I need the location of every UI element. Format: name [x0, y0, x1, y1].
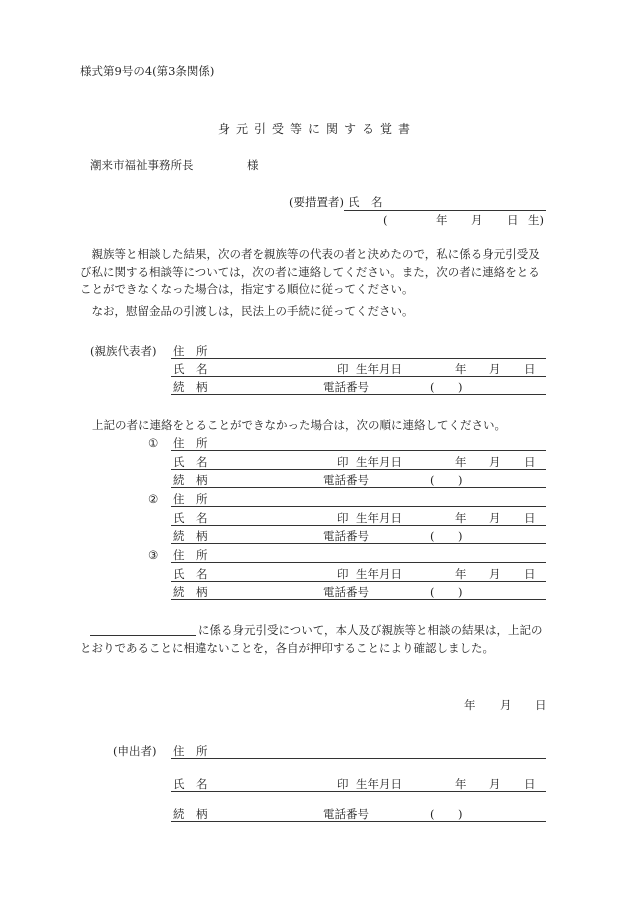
applicant-label: (申出者): [113, 744, 157, 758]
c3-phone-label: 電話番号: [323, 585, 369, 599]
c1-relation-label: 続 柄: [173, 473, 208, 487]
c3-relation-label: 続 柄: [173, 585, 208, 599]
rep-phone-open: (: [430, 380, 435, 394]
c3-name-label: 氏 名: [173, 567, 208, 581]
c3-address-line[interactable]: [171, 562, 546, 563]
rep-name-label: 氏 名: [173, 362, 208, 376]
date-year: 年: [464, 698, 476, 712]
c2-seal: 印: [337, 511, 349, 525]
confirmation-text-1: に係る身元引受について，本人及び親族等と相談の結果は，上記の: [198, 623, 543, 637]
confirmation-text-2: とおりであることに相違ないことを，各自が押印することにより確認しました。: [80, 641, 494, 655]
c2-birthdate-label: 生年月日: [356, 511, 402, 525]
representative-label: (親族代表者): [90, 344, 157, 358]
c2-relation-label: 続 柄: [173, 529, 208, 543]
subject-birth-open: (: [383, 213, 388, 227]
paragraph-remains: なお，慰留金品の引渡しは，民法上の手続に従ってください。: [80, 304, 414, 318]
ap-relation-label: 続 柄: [173, 807, 208, 821]
c2-birth-year: 年: [455, 511, 467, 525]
order-mark-2: ②: [148, 492, 159, 506]
c1-phone-label: 電話番号: [323, 473, 369, 487]
rep-phone-close: ): [458, 380, 463, 394]
order-mark-1: ①: [148, 436, 159, 450]
c3-birth-day: 日: [524, 567, 536, 581]
c1-seal: 印: [337, 455, 349, 469]
confirmation-name-line[interactable]: [90, 635, 196, 636]
c3-phone-open: (: [430, 585, 435, 599]
subject-birth-month: 月: [471, 213, 483, 227]
c2-address-label: 住 所: [173, 492, 208, 506]
c2-phone-close: ): [458, 529, 463, 543]
c1-birth-day: 日: [524, 455, 536, 469]
paragraph-intro: 親族等と相談した結果，次の者を親族等の代表の者と決めたので，私に係る身元引受及び私に関する相談等については，次の者に連絡してください。また，次の者に連絡をとることができなくなった場合は，指定する順位に従ってください。: [80, 247, 540, 296]
c2-name-label: 氏 名: [173, 511, 208, 525]
date-month: 月: [500, 698, 512, 712]
ap-phone-label: 電話番号: [323, 807, 369, 821]
rep-name-line[interactable]: [171, 376, 546, 377]
c2-phone-open: (: [430, 529, 435, 543]
fallback-instruction: 上記の者に連絡をとることができなかった場合は，次の順に連絡してください。: [92, 418, 506, 432]
c2-birth-day: 日: [524, 511, 536, 525]
ap-address-label: 住 所: [173, 744, 208, 758]
c3-address-label: 住 所: [173, 548, 208, 562]
c1-birth-month: 月: [489, 455, 501, 469]
rep-birthdate-label: 生年月日: [356, 362, 402, 376]
ap-name-line[interactable]: [171, 791, 546, 792]
c1-birthdate-label: 生年月日: [356, 455, 402, 469]
c2-birth-month: 月: [489, 511, 501, 525]
rep-birth-month: 月: [489, 362, 501, 376]
c1-phone-close: ): [458, 473, 463, 487]
c3-birth-year: 年: [455, 567, 467, 581]
ap-birth-month: 月: [489, 777, 501, 791]
ap-phone-close: ): [458, 807, 463, 821]
rep-phone-label: 電話番号: [323, 380, 369, 394]
subject-role: (要措置者): [289, 195, 344, 209]
c3-name-line[interactable]: [171, 581, 546, 582]
c3-phone-close: ): [458, 585, 463, 599]
subject-birth-day: 日: [507, 213, 519, 227]
c2-relation-line[interactable]: [171, 543, 546, 544]
rep-address-line[interactable]: [171, 358, 546, 359]
ap-seal: 印: [337, 777, 349, 791]
date-day: 日: [535, 698, 547, 712]
rep-seal: 印: [337, 362, 349, 376]
rep-birth-day: 日: [524, 362, 536, 376]
ap-relation-line[interactable]: [171, 821, 546, 822]
rep-relation-label: 続 柄: [173, 380, 208, 394]
ap-birth-year: 年: [455, 777, 467, 791]
addressee-office: 潮来市福祉事務所長: [90, 158, 194, 172]
form-code: 様式第9号の4(第3条関係): [80, 64, 215, 78]
c2-phone-label: 電話番号: [323, 529, 369, 543]
rep-relation-line[interactable]: [171, 394, 546, 395]
ap-birthdate-label: 生年月日: [356, 777, 402, 791]
c3-seal: 印: [337, 567, 349, 581]
c1-name-label: 氏 名: [173, 455, 208, 469]
rep-birth-year: 年: [455, 362, 467, 376]
c3-relation-line[interactable]: [171, 599, 546, 600]
c3-birth-month: 月: [489, 567, 501, 581]
ap-birth-day: 日: [524, 777, 536, 791]
rep-address-label: 住 所: [173, 344, 208, 358]
c1-name-line[interactable]: [171, 469, 546, 470]
c1-relation-line[interactable]: [171, 487, 546, 488]
order-mark-3: ③: [148, 548, 159, 562]
c1-address-label: 住 所: [173, 436, 208, 450]
subject-birth-suffix: 生): [528, 213, 544, 227]
c2-name-line[interactable]: [171, 525, 546, 526]
subject-name-line[interactable]: [344, 210, 546, 211]
document-title: 身元引受等に関する覚書: [218, 122, 417, 136]
addressee-honorific: 様: [247, 158, 259, 172]
ap-name-label: 氏 名: [173, 777, 208, 791]
subject-name-label: 氏 名: [348, 195, 383, 209]
c2-address-line[interactable]: [171, 506, 546, 507]
c3-birthdate-label: 生年月日: [356, 567, 402, 581]
c1-address-line[interactable]: [171, 450, 546, 451]
subject-birth-year: 年: [436, 213, 448, 227]
ap-address-line[interactable]: [171, 758, 546, 759]
c1-birth-year: 年: [455, 455, 467, 469]
ap-phone-open: (: [430, 807, 435, 821]
c1-phone-open: (: [430, 473, 435, 487]
